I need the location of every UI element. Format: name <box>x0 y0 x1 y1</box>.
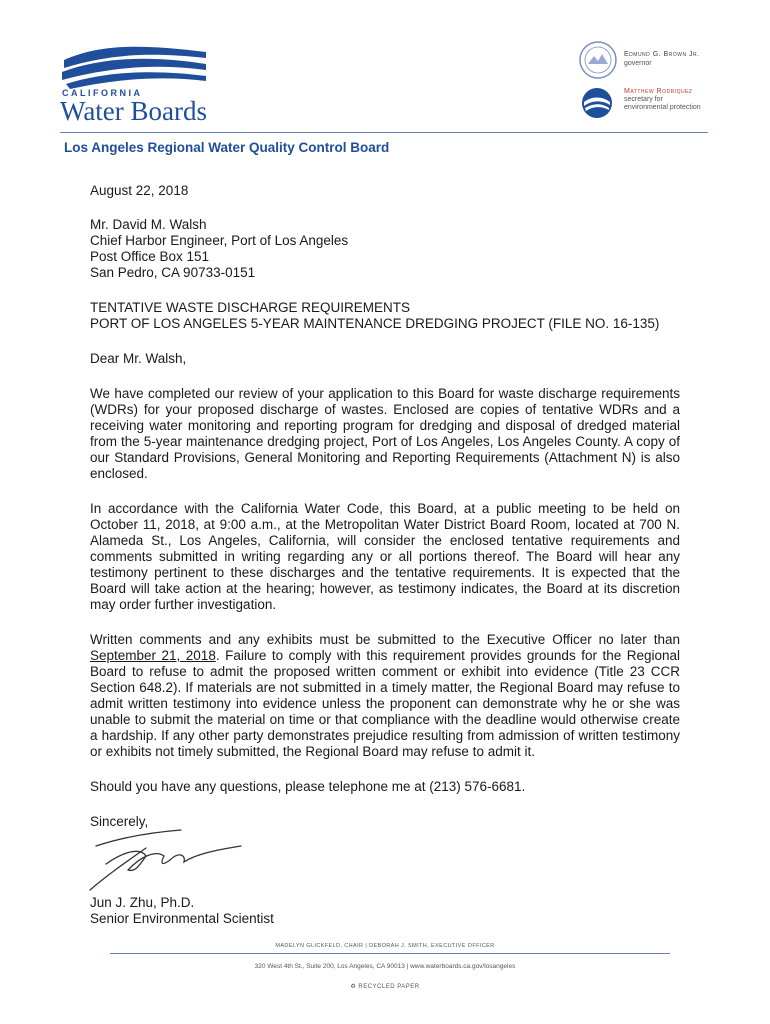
recipient-title: Chief Harbor Engineer, Port of Los Angeles <box>90 233 349 248</box>
recipient-name: Mr. David M. Walsh <box>90 217 207 232</box>
secretary-title-line-2: environmental protection <box>624 104 701 111</box>
comments-text-start: Written comments and any exhibits must be submitted to the Executive Officer no later than <box>90 632 680 647</box>
recipient-city: San Pedro, CA 90733-0151 <box>90 265 256 280</box>
subject-block <box>90 300 680 332</box>
paragraph-questions: Should you have any questions, please telephone me at (213) 576-6681. <box>90 779 526 794</box>
comments-deadline: September 21, 2018 <box>90 648 216 663</box>
letter-body <box>90 183 680 830</box>
header-divider <box>60 132 708 133</box>
recycle-icon: ♻ <box>350 984 359 990</box>
letter-date: August 22, 2018 <box>90 183 189 198</box>
state-seal-icon <box>578 40 618 80</box>
comments-text-end: . Failure to comply with this requirement provides grounds for the Regional Board to refuse to admit the proposed written comment or exhibit into evidence (Title 23 CCR Section 648.2). If materials are not submitted in a timely matter, the Regional Board may refuse to admit written testimony into evidence unless the proponent can demonstrate why he or she was unable to submit the material on time or that compliance with the deadline would otherwise create a hardship. If any other party demonstrates prejudice resulting from admission of written testimony or exhibits not timely submitted, the Regional Board may refuse to admit it. <box>90 648 680 759</box>
recipient-address <box>90 217 680 281</box>
footer-officers: MADELYN GLICKFELD, CHAIR | DEBORAH J. SMITH, EXECUTIVE OFFICER <box>275 943 495 949</box>
paragraph-review: We have completed our review of your application to this Board for waste discharge requirements (WDRs) for your proposed discharge of wastes. Enclosed are copies of tentative WDRs and a receiving water monitoring and reporting program for dredging and disposal of dredged material from the 5-year maintenance dredging project, Port of Los Angeles, Los Angeles County. A copy of our Standard Provisions, General Monitoring and Reporting Requirements (Attachment N) is also enclosed. <box>90 386 680 481</box>
recycled-paper-label: RECYCLED PAPER <box>358 984 420 990</box>
handwritten-signature <box>66 826 256 896</box>
governor-block <box>624 50 700 68</box>
footer-address: 320 West 4th St., Suite 200, Los Angeles, CA 90013 | www.waterboards.ca.gov/losangeles <box>254 963 516 970</box>
logo-state-label: CALIFORNIA <box>62 88 143 98</box>
paragraph-comments <box>90 632 680 760</box>
paragraph-hearing: In accordance with the California Water Code, this Board, at a public meeting to be held on October 11, 2018, at 9:00 a.m., at the Metropolitan Water District Board Room, located at 700 N. Alameda St., Los Angeles, California, will consider the enclosed tentative requirements and comments submitted in writing regarding any or all portions thereof. The Board will hear any testimony pertinent to these discharges and the tentative requirements. It is expected that the Board will take action at the hearing; however, as testimony indicates, the Board at its discretion may order further investigation. <box>90 501 680 612</box>
governor-name: Edmund G. Brown Jr. <box>624 51 700 58</box>
water-boards-logo <box>60 42 210 132</box>
subject-line-1: TENTATIVE WASTE DISCHARGE REQUIREMENTS <box>90 300 411 315</box>
recycled-paper-note <box>0 983 770 990</box>
secretary-name: Matthew Rodriquez <box>624 88 693 95</box>
board-name: Los Angeles Regional Water Quality Control Board <box>64 140 390 155</box>
secretary-block <box>624 88 701 112</box>
signer-name: Jun J. Zhu, Ph.D. <box>90 895 195 910</box>
water-waves-icon <box>60 42 210 90</box>
logo-name: Water Boards <box>60 96 208 126</box>
secretary-title-line-1: secretary for <box>624 96 663 103</box>
signer-block <box>90 895 274 927</box>
signer-title: Senior Environmental Scientist <box>90 911 274 926</box>
recipient-po-box: Post Office Box 151 <box>90 249 210 264</box>
subject-line-2: PORT OF LOS ANGELES 5-YEAR MAINTENANCE DREDGING PROJECT (FILE NO. 16-135) <box>90 316 660 331</box>
footer-divider <box>110 953 670 954</box>
salutation: Dear Mr. Walsh, <box>90 351 187 366</box>
closing: Sincerely, <box>90 814 149 829</box>
governor-title: governor <box>624 60 652 67</box>
calepa-logo-icon <box>580 86 614 120</box>
